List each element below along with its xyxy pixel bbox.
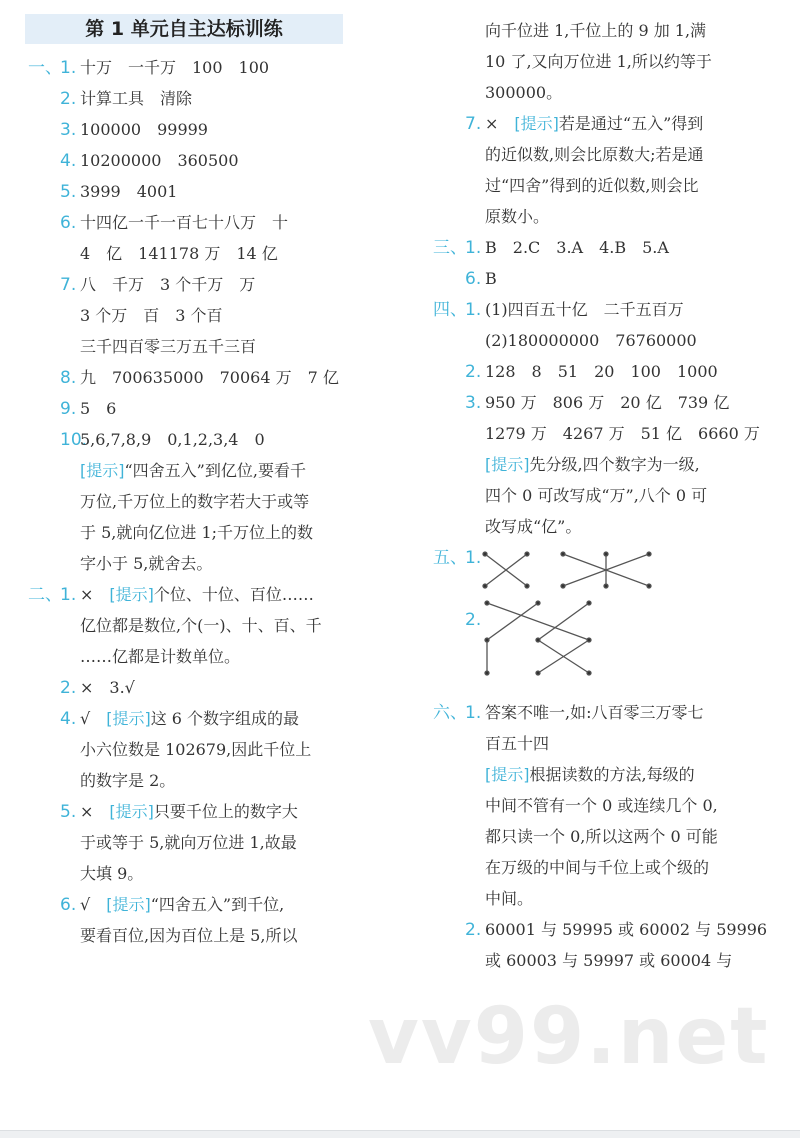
answer-text: 在万级的中间与千位上或个级的 [485, 858, 710, 877]
answer-text: 100000 99999 [80, 120, 208, 139]
answer-text: 答案不唯一,如:八百零三万零七 [485, 703, 704, 722]
answer-text: 改写成“亿”。 [485, 517, 582, 536]
answer-text: 5,6,7,8,9 0,1,2,3,4 0 [80, 430, 265, 449]
answer-text: “四舍五入”到亿位,要看千 [124, 461, 306, 480]
answer-text: 亿位都是数位,个(一)、十、百、千 [80, 616, 322, 635]
answer-text: 百五十四 [485, 734, 550, 753]
question-number: 9. [60, 399, 77, 419]
answer-text: 中间不管有一个 0 或连续几个 0, [485, 796, 718, 815]
answer-text: 中间。 [485, 889, 534, 908]
answer-text: √ [80, 895, 107, 914]
answer-text: 小六位数是 102679,因此千位上 [80, 740, 312, 759]
answer-text: 根据读数的方法,每级的 [529, 765, 695, 784]
answer-text: 先分级,四个数字为一级, [529, 455, 700, 474]
section-label: 五、 [433, 548, 467, 568]
answer-text: 4 亿 141178 万 14 亿 [80, 244, 278, 263]
question-number: 6. [465, 269, 482, 289]
answer-text: 都只读一个 0,所以这两个 0 可能 [485, 827, 718, 846]
answer-text: 128 8 51 20 100 1000 [485, 362, 718, 381]
answer-text: 计算工具 清除 [80, 89, 193, 108]
question-number: 1. [60, 585, 77, 605]
section-label: 六、 [433, 703, 467, 723]
question-number: 6. [60, 895, 77, 915]
answer-text: 过“四舍”得到的近似数,则会比 [485, 176, 699, 195]
question-number: 7. [60, 275, 77, 295]
answer-text: √ [80, 709, 107, 728]
answer-text: 若是通过“五入”得到 [558, 114, 704, 133]
section-label: 一、 [28, 58, 62, 78]
question-number: 1. [465, 548, 482, 568]
tip-label: [提示] [106, 895, 151, 914]
tip-label: [提示] [109, 585, 154, 604]
answer-text: 十四亿一千一百七十八万 十 [80, 213, 289, 232]
answer-text: × [80, 802, 110, 821]
answer-text: 字小于 5,就舍去。 [80, 554, 213, 573]
answer-text: 1279 万 4267 万 51 亿 6660 万 [485, 424, 760, 443]
answer-text: 万位,千万位上的数字若大于或等 [80, 492, 310, 511]
answer-text: 原数小。 [485, 207, 550, 226]
tip-label: [提示] [485, 455, 530, 474]
question-number: 6. [60, 213, 77, 233]
answer-text: 于 5,就向亿位进 1;千万位上的数 [80, 523, 314, 542]
answer-text: 九 700635000 70064 万 7 亿 [80, 368, 339, 387]
answer-text: × [485, 114, 515, 133]
question-number: 2. [465, 610, 482, 630]
question-number: 3. [60, 120, 77, 140]
answer-text: 四个 0 可改写成“万”,八个 0 可 [485, 486, 708, 505]
answer-text: 三千四百零三万五千三百 [80, 337, 257, 356]
answer-text: (2)180000000 76760000 [485, 331, 697, 350]
answer-text: 十万 一千万 100 100 [80, 58, 270, 77]
answer-text: 于或等于 5,就向万位进 1,故最 [80, 833, 297, 852]
question-number: 2. [60, 89, 77, 109]
question-number: 1. [465, 238, 482, 258]
answer-text: × [80, 585, 110, 604]
answer-text: 或 60003 与 59997 或 60004 与 [485, 951, 733, 970]
answer-text: (1)四百五十亿 二千五百万 [485, 300, 684, 319]
question-number: 1. [465, 300, 482, 320]
answer-text: 要看百位,因为百位上是 5,所以 [80, 926, 298, 945]
question-number: 10. [60, 430, 88, 450]
answer-text: 60001 与 59995 或 60002 与 59996 [485, 920, 768, 939]
question-number: 5. [60, 182, 77, 202]
answer-text: 5 6 [80, 399, 117, 418]
answer-text: 八 千万 3 个千万 万 [80, 275, 256, 294]
answer-text: 这 6 个数字组成的最 [150, 709, 300, 728]
answer-text: “四舍五入”到千位, [150, 895, 285, 914]
diagram-5-1a [483, 552, 529, 588]
answer-text: B [485, 269, 497, 288]
question-number: 4. [60, 151, 77, 171]
question-number: 4. [60, 709, 77, 729]
section-label: 二、 [28, 585, 62, 605]
question-number: 2. [60, 678, 77, 698]
answer-text: 个位、十位、百位…… [153, 585, 314, 604]
diagram-5-2 [485, 601, 591, 675]
answer-text: × 3.√ [80, 678, 135, 697]
question-number: 2. [465, 920, 482, 940]
answer-text: 3 个万 百 3 个百 [80, 306, 223, 325]
watermark: vv99.net [368, 992, 770, 1082]
question-number: 1. [60, 58, 77, 78]
question-number: 1. [465, 703, 482, 723]
question-number: 5. [60, 802, 77, 822]
answer-text: ……亿都是计数单位。 [80, 647, 241, 666]
tip-label: [提示] [80, 461, 125, 480]
answer-text: 的数字是 2。 [80, 771, 176, 790]
answer-text: 950 万 806 万 20 亿 739 亿 [485, 393, 730, 412]
tip-label: [提示] [109, 802, 154, 821]
answer-text: 3999 4001 [80, 182, 178, 201]
question-number: 3. [465, 393, 482, 413]
answer-text: 10200000 360500 [80, 151, 239, 170]
question-number: 7. [465, 114, 482, 134]
answer-text: 300000。 [485, 83, 563, 102]
question-number: 8. [60, 368, 77, 388]
tip-label: [提示] [514, 114, 559, 133]
question-number: 2. [465, 362, 482, 382]
tip-label: [提示] [485, 765, 530, 784]
answer-text: 向千位进 1,千位上的 9 加 1,满 [485, 21, 707, 40]
section-label: 四、 [433, 300, 467, 320]
answer-text: 的近似数,则会比原数大;若是通 [485, 145, 704, 164]
page-title: 第 1 单元自主达标训练 [25, 14, 343, 44]
answer-text: 大填 9。 [80, 864, 144, 883]
answer-text: 只要千位上的数字大 [153, 802, 298, 821]
tip-label: [提示] [106, 709, 151, 728]
section-label: 三、 [433, 238, 467, 258]
answer-text: B 2.C 3.A 4.B 5.A [485, 238, 669, 257]
answer-text: 10 了,又向万位进 1,所以约等于 [485, 52, 712, 71]
diagram-5-1b [561, 552, 651, 588]
